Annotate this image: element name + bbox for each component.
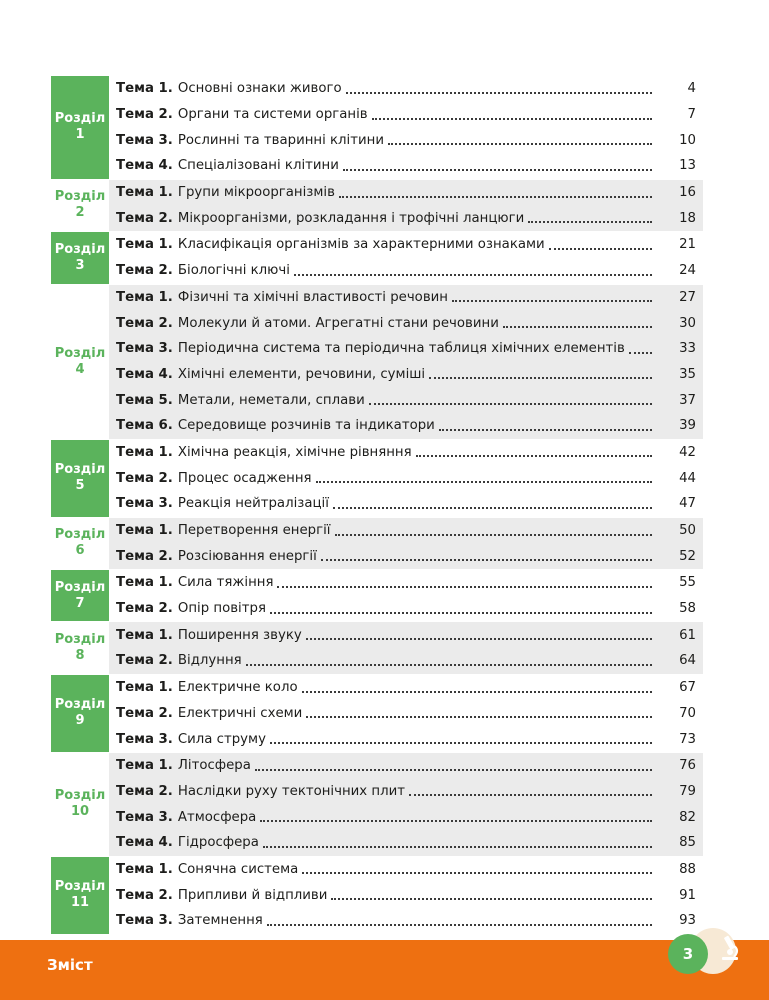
- toc-entry[interactable]: [109, 701, 703, 727]
- footer-title: Зміст: [47, 956, 93, 974]
- page-number-badge: [668, 934, 708, 974]
- section-label: [51, 180, 109, 231]
- dot-leader: [302, 681, 652, 693]
- topic-number: Тема 1.: [116, 680, 173, 696]
- section-label-word: Розділ: [54, 345, 106, 361]
- topic-title: Сонячна система: [177, 861, 299, 877]
- topic-number: Тема 3.: [116, 731, 173, 747]
- section-label: [51, 440, 109, 517]
- dot-leader: [629, 342, 652, 354]
- section-label: [51, 622, 109, 673]
- toc-entry[interactable]: [109, 543, 703, 569]
- section-label-word: Розділ: [54, 111, 106, 127]
- dot-leader: [306, 706, 652, 718]
- topic-title: Електричні схеми: [177, 705, 303, 721]
- toc-entry[interactable]: [109, 76, 703, 102]
- section-label: [51, 518, 109, 569]
- dot-leader: [335, 524, 653, 536]
- dot-leader: [270, 602, 652, 614]
- dot-leader: [246, 654, 652, 666]
- section-label: [51, 675, 109, 752]
- section-topics: [109, 857, 703, 934]
- topic-number: Тема 1.: [116, 523, 173, 539]
- topic-number: Тема 2.: [116, 315, 173, 331]
- dot-leader: [260, 810, 652, 822]
- dot-leader: [416, 445, 652, 457]
- section-label-number: 11: [70, 895, 90, 911]
- topic-number: Тема 1.: [116, 81, 173, 97]
- dot-leader: [439, 419, 652, 431]
- topic-page: 55: [679, 575, 696, 591]
- toc-entry[interactable]: [109, 726, 703, 752]
- toc-entry[interactable]: [109, 336, 703, 362]
- topic-page: 10: [679, 132, 696, 148]
- topic-number: Тема 2.: [116, 601, 173, 617]
- topic-number: Тема 6.: [116, 418, 173, 434]
- section-topics: [109, 180, 703, 231]
- topic-page: 76: [679, 758, 696, 774]
- toc-entry[interactable]: [109, 622, 703, 648]
- table-of-contents: [51, 76, 703, 935]
- topic-page: 27: [679, 289, 696, 305]
- topic-title: Поширення звуку: [177, 627, 302, 643]
- dot-leader: [302, 862, 652, 874]
- section-topics: [109, 518, 703, 569]
- toc-section: [51, 76, 703, 179]
- toc-section: [51, 753, 703, 856]
- toc-entry[interactable]: [109, 232, 703, 258]
- topic-number: Тема 4.: [116, 366, 173, 382]
- topic-number: Тема 2.: [116, 887, 173, 903]
- topic-number: Тема 3.: [116, 913, 173, 929]
- toc-entry[interactable]: [109, 491, 703, 517]
- topic-page: 21: [679, 237, 696, 253]
- topic-title: Групи мікроорганізмів: [177, 185, 335, 201]
- topic-number: Тема 1.: [116, 758, 173, 774]
- topic-number: Тема 1.: [116, 861, 173, 877]
- topic-number: Тема 1.: [116, 185, 173, 201]
- topic-title: Класифікація організмів за характерними ознаками: [177, 237, 545, 253]
- dot-leader: [369, 393, 652, 405]
- toc-entry[interactable]: [109, 440, 703, 466]
- toc-section: [51, 570, 703, 621]
- section-label: [51, 753, 109, 856]
- dot-leader: [388, 133, 652, 145]
- toc-section: [51, 518, 703, 569]
- toc-entry[interactable]: [109, 596, 703, 622]
- section-label: [51, 285, 109, 439]
- toc-section: [51, 675, 703, 752]
- topic-number: Тема 2.: [116, 705, 173, 721]
- topic-page: 35: [679, 366, 696, 382]
- section-label-number: 4: [75, 361, 85, 377]
- section-label-number: 10: [70, 804, 90, 820]
- section-label-number: 8: [75, 648, 85, 664]
- topic-page: 13: [679, 158, 696, 174]
- dot-leader: [343, 159, 652, 171]
- topic-title: Органи та системи органів: [177, 107, 368, 123]
- topic-title: Хімічні елементи, речовини, суміші: [177, 366, 426, 382]
- dot-leader: [339, 186, 652, 198]
- topic-page: 7: [687, 107, 696, 123]
- topic-page: 64: [679, 653, 696, 669]
- toc-entry[interactable]: [109, 570, 703, 596]
- topic-page: 67: [679, 680, 696, 696]
- section-label-number: 6: [75, 543, 85, 559]
- topic-title: Рослинні та тваринні клітини: [177, 132, 384, 148]
- toc-entry[interactable]: [109, 387, 703, 413]
- section-topics: [109, 622, 703, 673]
- dot-leader: [372, 108, 652, 120]
- toc-entry[interactable]: [109, 413, 703, 439]
- topic-page: 4: [687, 81, 696, 97]
- section-label: [51, 232, 109, 283]
- topic-title: Спеціалізовані клітини: [177, 158, 339, 174]
- dot-leader: [409, 784, 652, 796]
- dot-leader: [346, 82, 652, 94]
- section-label: [51, 857, 109, 934]
- topic-number: Тема 5.: [116, 392, 173, 408]
- topic-title: Мікроорганізми, розкладання і трофічні ланцюги: [177, 210, 525, 226]
- topic-title: Перетворення енергії: [177, 523, 331, 539]
- section-label-word: Розділ: [54, 462, 106, 478]
- dot-leader: [277, 576, 652, 588]
- toc-entry[interactable]: [109, 180, 703, 206]
- toc-entry[interactable]: [109, 648, 703, 674]
- toc-section: [51, 440, 703, 517]
- section-label-number: 3: [75, 257, 85, 273]
- section-label: [51, 570, 109, 621]
- topic-number: Тема 3.: [116, 496, 173, 512]
- dot-leader: [316, 471, 652, 483]
- section-label-word: Розділ: [54, 189, 106, 205]
- topic-page: 39: [679, 418, 696, 434]
- topic-number: Тема 2.: [116, 210, 173, 226]
- dot-leader: [528, 211, 652, 223]
- topic-page: 30: [679, 315, 696, 331]
- section-label-word: Розділ: [54, 241, 106, 257]
- topic-title: Сила струму: [177, 731, 266, 747]
- toc-section: [51, 180, 703, 231]
- topic-page: 93: [679, 913, 696, 929]
- topic-page: 52: [679, 548, 696, 564]
- topic-page: 88: [679, 861, 696, 877]
- topic-number: Тема 2.: [116, 470, 173, 486]
- topic-page: 16: [679, 185, 696, 201]
- toc-entry[interactable]: [109, 675, 703, 701]
- topic-title: Сила тяжіння: [177, 575, 274, 591]
- topic-title: Молекули й атоми. Агрегатні стани речовини: [177, 315, 499, 331]
- topic-page: 73: [679, 731, 696, 747]
- dot-leader: [333, 497, 652, 509]
- toc-entry[interactable]: [109, 857, 703, 883]
- section-label: [51, 76, 109, 179]
- dot-leader: [255, 759, 652, 771]
- page-number: 3: [682, 945, 694, 963]
- toc-section: [51, 857, 703, 934]
- topic-number: Тема 3.: [116, 132, 173, 148]
- microscope-icon: [718, 932, 744, 962]
- topic-page: 58: [679, 601, 696, 617]
- dot-leader: [503, 316, 652, 328]
- topic-title: Атмосфера: [177, 809, 257, 825]
- topic-number: Тема 2.: [116, 107, 173, 123]
- topic-number: Тема 1.: [116, 289, 173, 305]
- topic-page: 42: [679, 444, 696, 460]
- toc-entry[interactable]: [109, 804, 703, 830]
- toc-section: [51, 285, 703, 439]
- topic-number: Тема 3.: [116, 341, 173, 357]
- topic-page: 85: [679, 835, 696, 851]
- toc-entry[interactable]: [109, 830, 703, 856]
- section-topics: [109, 753, 703, 856]
- toc-entry[interactable]: [109, 753, 703, 779]
- topic-number: Тема 4.: [116, 835, 173, 851]
- toc-entry[interactable]: [109, 258, 703, 284]
- section-label-word: Розділ: [54, 579, 106, 595]
- section-label-word: Розділ: [54, 632, 106, 648]
- dot-leader: [452, 290, 652, 302]
- section-label-number: 9: [75, 713, 85, 729]
- dot-leader: [306, 628, 652, 640]
- dot-leader: [263, 836, 652, 848]
- toc-entry[interactable]: [109, 465, 703, 491]
- topic-page: 37: [679, 392, 696, 408]
- section-label-word: Розділ: [54, 879, 106, 895]
- topic-title: Метали, неметали, сплави: [177, 392, 365, 408]
- topic-number: Тема 3.: [116, 809, 173, 825]
- topic-page: 91: [679, 887, 696, 903]
- toc-entry[interactable]: [109, 153, 703, 179]
- section-label-word: Розділ: [54, 788, 106, 804]
- topic-page: 24: [679, 263, 696, 279]
- dot-leader: [429, 367, 652, 379]
- toc-entry[interactable]: [109, 127, 703, 153]
- toc-entry[interactable]: [109, 102, 703, 128]
- toc-entry[interactable]: [109, 205, 703, 231]
- topic-number: Тема 2.: [116, 783, 173, 799]
- topic-page: 79: [679, 783, 696, 799]
- section-label-number: 2: [75, 205, 85, 221]
- toc-entry[interactable]: [109, 908, 703, 934]
- topic-title: Відлуння: [177, 653, 242, 669]
- topic-number: Тема 1.: [116, 575, 173, 591]
- topic-title: Процес осадження: [177, 470, 312, 486]
- topic-page: 61: [679, 627, 696, 643]
- topic-title: Фізичні та хімічні властивості речовин: [177, 289, 448, 305]
- section-label-number: 7: [75, 595, 85, 611]
- topic-number: Тема 1.: [116, 237, 173, 253]
- toc-entry[interactable]: [109, 518, 703, 544]
- topic-title: Затемнення: [177, 913, 263, 929]
- toc-entry[interactable]: [109, 882, 703, 908]
- dot-leader: [267, 914, 652, 926]
- topic-page: 47: [679, 496, 696, 512]
- dot-leader: [294, 264, 652, 276]
- dot-leader: [270, 732, 652, 744]
- dot-leader: [321, 549, 652, 561]
- topic-number: Тема 2.: [116, 653, 173, 669]
- topic-number: Тема 1.: [116, 444, 173, 460]
- topic-title: Розсіювання енергії: [177, 548, 317, 564]
- topic-number: Тема 1.: [116, 627, 173, 643]
- topic-number: Тема 2.: [116, 548, 173, 564]
- toc-entry[interactable]: [109, 779, 703, 805]
- topic-page: 50: [679, 523, 696, 539]
- topic-title: Електричне коло: [177, 680, 298, 696]
- topic-page: 33: [679, 341, 696, 357]
- section-topics: [109, 285, 703, 439]
- topic-title: Біологічні ключі: [177, 263, 290, 279]
- section-topics: [109, 675, 703, 752]
- topic-title: Середовище розчинів та індикатори: [177, 418, 435, 434]
- topic-title: Наслідки руху тектонічних плит: [177, 783, 405, 799]
- toc-entry[interactable]: [109, 285, 703, 311]
- topic-title: Літосфера: [177, 758, 251, 774]
- topic-page: 44: [679, 470, 696, 486]
- footer-bar: [0, 940, 769, 1000]
- topic-title: Основні ознаки живого: [177, 81, 342, 97]
- topic-number: Тема 4.: [116, 158, 173, 174]
- topic-page: 70: [679, 705, 696, 721]
- topic-title: Реакція нейтралізації: [177, 496, 329, 512]
- section-label-word: Розділ: [54, 527, 106, 543]
- topic-title: Опір повітря: [177, 601, 266, 617]
- topic-title: Хімічна реакція, хімічне рівняння: [177, 444, 412, 460]
- section-topics: [109, 232, 703, 283]
- section-label-number: 1: [75, 127, 85, 143]
- section-label-word: Розділ: [54, 697, 106, 713]
- topic-number: Тема 2.: [116, 263, 173, 279]
- section-label-number: 5: [75, 478, 85, 494]
- toc-section: [51, 232, 703, 283]
- topic-title: Гідросфера: [177, 835, 259, 851]
- topic-page: 82: [679, 809, 696, 825]
- section-topics: [109, 440, 703, 517]
- toc-section: [51, 622, 703, 673]
- toc-entry[interactable]: [109, 362, 703, 388]
- dot-leader: [549, 238, 652, 250]
- section-topics: [109, 76, 703, 179]
- section-topics: [109, 570, 703, 621]
- dot-leader: [331, 888, 652, 900]
- topic-title: Припливи й відпливи: [177, 887, 328, 903]
- topic-title: Періодична система та періодична таблиця хімічних елементів: [177, 341, 625, 357]
- topic-page: 18: [679, 210, 696, 226]
- toc-entry[interactable]: [109, 310, 703, 336]
